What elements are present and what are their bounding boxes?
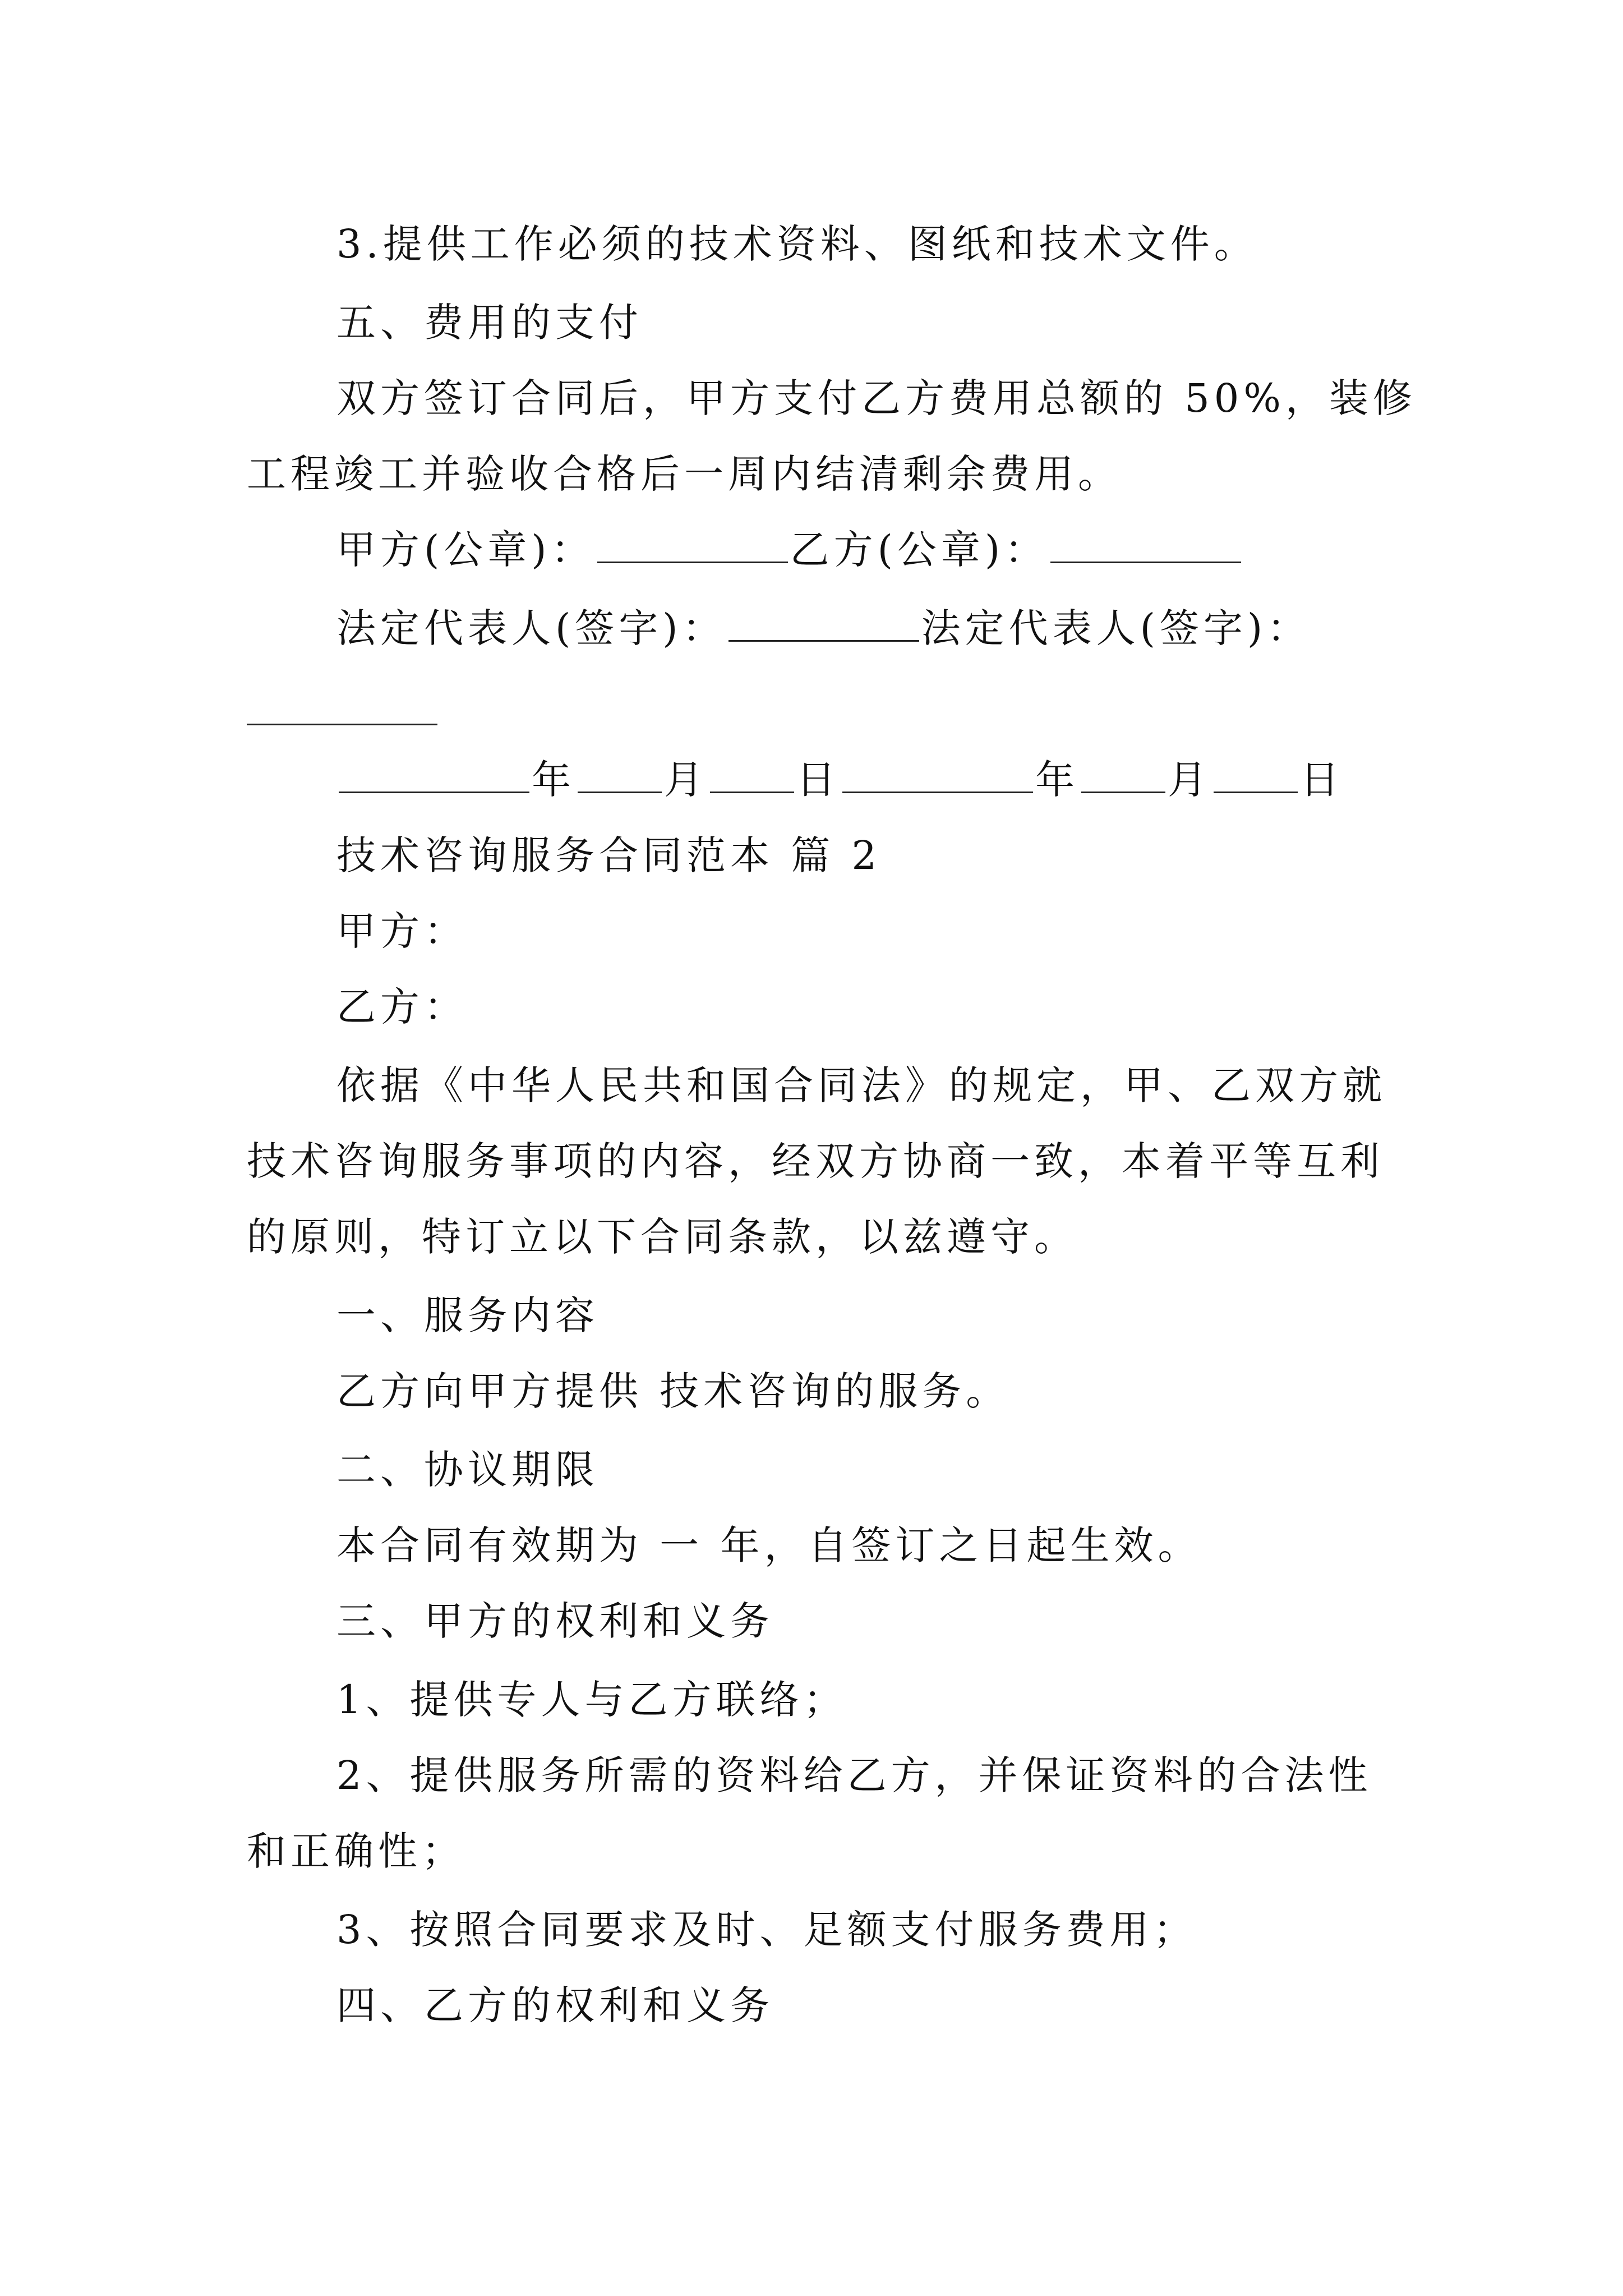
section-2-heading: 二、协议期限 — [336, 1447, 599, 1493]
date-a-year-blank — [339, 752, 529, 793]
section-3-item-3: 3、按照合同要求及时、足额支付服务费用； — [336, 1907, 1197, 1953]
seal-signature-row — [336, 522, 1243, 578]
section-3-item-2-line-1: 2、提供服务所需的资料给乙方，并保证资料的合法性 — [336, 1752, 1372, 1798]
date-a-day-blank — [710, 752, 794, 793]
date-row — [336, 752, 1344, 808]
section-3-item-1: 1、提供专人与乙方联络； — [336, 1677, 847, 1723]
party-a-seal-label: 甲方(公章)： — [336, 527, 595, 573]
section-1-heading: 一、服务内容 — [336, 1292, 599, 1338]
date-a-month-blank — [578, 752, 662, 793]
section-3-item-2-line-2: 和正确性； — [247, 1828, 465, 1874]
payment-text-line-2: 工程竣工并验收合格后一周内结清剩余费用。 — [247, 451, 1122, 497]
date-b-month-label: 月 — [1168, 757, 1211, 803]
date-b-year-label: 年 — [1035, 757, 1079, 803]
intro-line-1: 依据《中华人民共和国合同法》的规定，甲、乙双方就 — [336, 1062, 1386, 1108]
date-a-day-label: 日 — [796, 757, 840, 803]
party-b-rep-blank — [247, 724, 437, 725]
party-a-rep-blank — [728, 601, 919, 642]
party-a-rep-label: 法定代表人(签字)： — [336, 605, 726, 651]
contract-title-part-2: 技术咨询服务合同范本 篇 2 — [336, 832, 882, 878]
party-b-rep-label: 法定代表人(签字)： — [921, 605, 1311, 651]
clause-3-tech-docs: 3.提供工作必须的技术资料、图纸和技术文件。 — [336, 221, 1258, 267]
section-1-text: 乙方向甲方提供 技术咨询的服务。 — [336, 1368, 1010, 1414]
date-b-month-blank — [1081, 752, 1165, 793]
party-a-line: 甲方： — [336, 908, 468, 954]
party-b-seal-blank — [1050, 522, 1241, 563]
section-2-text: 本合同有效期为 一 年，自签订之日起生效。 — [336, 1522, 1202, 1568]
party-b-line: 乙方： — [336, 984, 468, 1030]
section-3-heading: 三、甲方的权利和义务 — [336, 1598, 774, 1644]
date-b-day-label: 日 — [1300, 757, 1344, 803]
party-a-seal-blank — [597, 522, 788, 563]
date-b-year-blank — [842, 752, 1033, 793]
payment-text-line-1: 双方签订合同后，甲方支付乙方费用总额的 50%，装修 — [336, 375, 1417, 421]
party-b-seal-label: 乙方(公章)： — [790, 527, 1049, 573]
section-5-heading: 五、费用的支付 — [336, 300, 643, 346]
intro-line-2: 技术咨询服务事项的内容，经双方协商一致，本着平等互利 — [247, 1138, 1384, 1184]
intro-line-3: 的原则，特订立以下合同条款，以兹遵守。 — [247, 1214, 1078, 1260]
date-a-year-label: 年 — [532, 757, 575, 803]
section-4-heading: 四、乙方的权利和义务 — [336, 1982, 774, 2028]
date-a-month-label: 月 — [664, 757, 708, 803]
representative-signature-row — [336, 600, 1311, 656]
date-b-day-blank — [1214, 752, 1298, 793]
